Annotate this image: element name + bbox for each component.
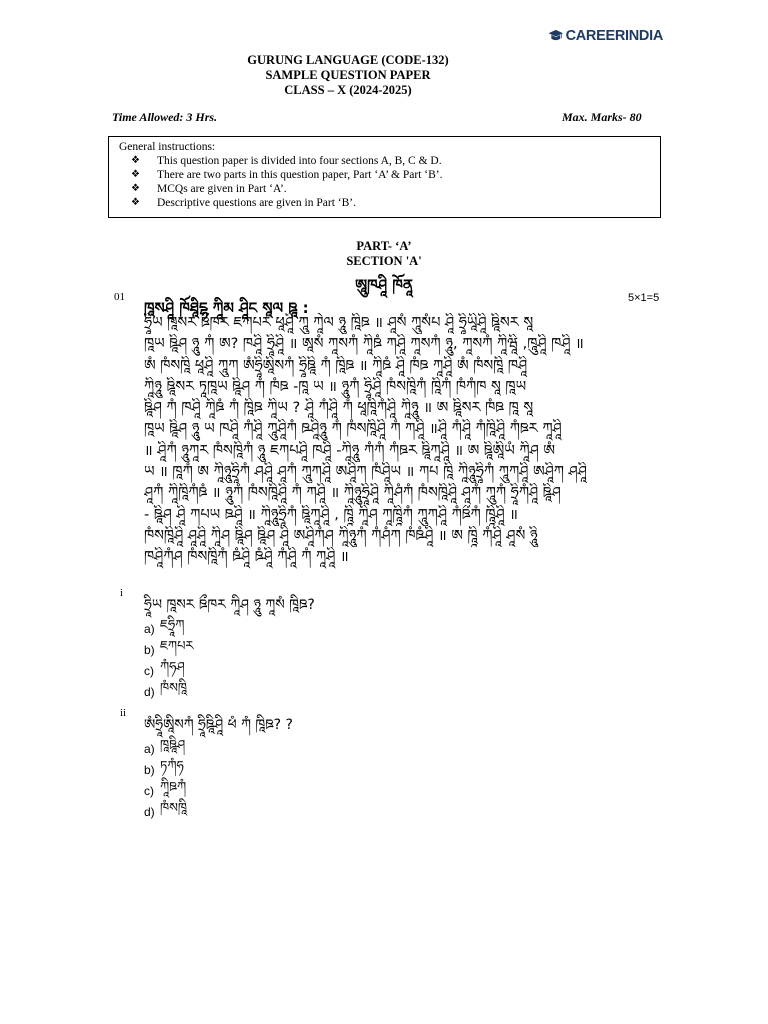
instruction-item: ❖ MCQs are given in Part ‘A’. <box>131 183 287 195</box>
passage-line: ཨཾ ཁཾསཁཱི ཕཱཤཱི ཀཱུཀ ཨཾཧྲཱིཨཱིསཀཾ ཧྲཱིཋཱི ཀཾ ཁཱིཋ ॥ ཀཱིཋཾ ཤཱི ཁཾཋ ཀཱཤཱི ཨཾ ཁཾསཁཱི ཁཤཱི <box>144 357 528 374</box>
section-title-script: ཨཱུཁཤཱི ཁོནཱ <box>355 276 413 294</box>
passage-line: ཡ ॥ ཁཱཀཾ ཨ ཀཱིཉཱུཧྲཱིཀཾ ཤཤཱི ཤཱཀཾ ཀཱུཀཤཱི ཨཤཱིཀ ཁཾཤཱིཡ ॥ ཀཔ ཁཱི ཀཱིཉཱུཧྲཱིཀཾ ཀཱུཀཤཱི ཨཤཱིཀ ཤཤཱི <box>144 464 587 481</box>
graduation-cap-icon <box>548 22 564 50</box>
diamond-bullet-icon: ❖ <box>131 155 140 166</box>
question-marks: 5×1=5 <box>628 292 660 304</box>
subquestion-text: ཨཾཧྲཱིཨཱིསཀཾ ཧྲཱིཋཱིཤཱི ཕཾ ཀཾ ཁཱིཋ? ? <box>144 717 293 733</box>
passage-line: ॥ ཤཱིཀཾ ཉཱུཀཱར ཁཾསཁཱིཀཾ ཉཱུ ཇཀཔཤཱི ཁཤཱི -ཀཱིཉཱུ ཀཾཀཾ ཀཾཋར ཋཱིཀཱཤཱི ॥ ཨ ཋཱིཨཱིཡཾ ཀཱིཤ ཨཾ <box>144 442 555 459</box>
max-marks: Max. Marks- 80 <box>562 110 642 124</box>
instructions-title: General instructions: <box>119 141 216 153</box>
diamond-bullet-icon: ❖ <box>131 183 140 194</box>
instruction-item: ❖ There are two parts in this question paper, Part ‘A’ & Part ‘B’. <box>131 169 443 181</box>
instructions-box <box>108 136 661 218</box>
logo-text: CAREERINDIA <box>565 28 663 44</box>
comprehension-passage <box>144 313 666 569</box>
diamond-bullet-icon: ❖ <box>131 169 140 180</box>
option-item: b) ཇཀཔར <box>144 639 194 657</box>
option-item: c) ཀཾཧཤ <box>144 660 185 678</box>
question-number: 01 <box>114 291 125 303</box>
option-item: a) ཇཧྲཱིཀ <box>144 618 185 636</box>
careerindia-logo <box>548 20 663 52</box>
question-heading: ཁཱསཤཱི ཁོཐཱིངྷ ཀཱིམ ཤཱིང སཱལ ཋཱ : <box>144 299 309 317</box>
passage-line: ཧྲཱིཡ ཁཱསར ཋྀཁར ཇཀཔར ཕཱཤཱི ཀཱུ ཀཱེལ ཉཱུ ཁཱིཋ ॥ ཤཱསཾ ཀཱུསཾཔ ཤཱི ཧྲཱིཡཱིཤཱི ཋཱིསར སཱ <box>144 315 534 331</box>
time-allowed: Time Allowed: 3 Hrs. <box>112 110 218 124</box>
passage-line: ཁཱཡ ཋཱིཤ ཉཱུ ཀཾ ཨ? ཁཤཱི ཧྲཱིཤཱི ॥ ཨཱསཾ ཀཱསཀཾ ཀཱིཋཾ ཀཤཱི ཀཱསཀཾ ཉཱུ, ཀཱསཀཾ ཀཱིཝཱི ,ཁཱུཤཱི ཁཤཱི ॥ <box>144 336 584 353</box>
instruction-item: ❖ Descriptive questions are given in Part ‘B’. <box>131 197 356 209</box>
subquestion-number: ii <box>120 707 127 719</box>
passage-line: ཋཱིཤ ཀཾ ཁཤཱི ཀཱིཋཾ ཀཾ ཁཱིཋ ཀཱིཡ ? ཤཱཱི ཀཾཤཱི ཀཾ ཕཱཁཱིཀཾཤཱི ཀཱིཉཱུ ॥ ཨ ཋཱིསར ཁཾཋ ཁཱ སཱ <box>144 400 534 417</box>
paper-class: CLASS – X (2024-2025) <box>284 83 412 97</box>
paper-type: SAMPLE QUESTION PAPER <box>265 68 431 82</box>
option-item: a) ཁཱཋཱིཤ <box>144 738 186 756</box>
passage-line: ཁཱཡ ཋཱིཤ ཉཱུ ཡ ཁཤཱི ཀཾཤཱི ཀཱུཤཱིཀཾ ཋཤཱིཉཱུ ཀཾ ཁཾསཁཱིཤཱི ཀཾ ཀཤཱི ॥ཤཱི ཀཾཤཱི ཀཾཁཱིཤཱི ཀཾཋར ཀཱཤཱི <box>144 421 562 438</box>
option-item: b) ཏཀཾཧ <box>144 759 184 777</box>
passage-line: ཁཤཱིཀཾཤ ཁཾསཁཱིཀཾ ཋཾཤཱི ཋཾཤཱི ཀཾཤཱི ཀཾ ཀཱཤཱི ॥ <box>144 549 349 566</box>
passage-line: ཤཱཀཾ ཀཱིཁཱིཀཾཋཾ ॥ ཉཱུཀཾ ཁཾསཁཱིཤཱི ཀཾ ཀཤཱི ॥ ཀཱིཉཱུཧྲཱིཤཱི ཀཱིཤཾཀཾ ཁཾསཁཱིཤཱི ཤཱཀཾ ཀཱུཀཾ ཧྲཱིཀཾཤཱི ཋཱིཤ <box>144 485 561 502</box>
option-item: d) ཁཾསཁཱི <box>144 681 187 699</box>
passage-line: ཀཱིཉཱུ ཋཱིསར ཏཱཁཱཡ ཋཱིཤ ཀཾ ཁཾཋ -ཁཱ ཡ ॥ ཉཱུཀཾ ཧྲཱིཤཱི ཁཾསཁཱིཀཾ ཁཱིཀཾ ཁཾཀཾཁ སཱ ཁཱཡ <box>144 378 527 395</box>
subquestion-number: i <box>120 587 124 599</box>
passage-line: ཁཾསཁཱིཤཱི ཤཱཤཱི ཀཱིཤ ཋཱིཤ ཋཱིཤ ཤཱི ཨཤཱིཀཾཤ ཀཱིཉཱུཀཾ ཀཾཤཾཀ ཁཾཋཾཤཱི ॥ ཨ ཁཱཱི ཀཾཤཱི ཤཱསཾ ཉཱཱིུ <box>144 527 538 544</box>
section-title: SECTION 'A' <box>346 254 422 268</box>
part-title: PART- ‘A’ <box>356 239 412 253</box>
paper-subject: GURUNG LANGUAGE (CODE-132) <box>247 53 449 67</box>
option-item: d) ཁཾསཁཱི <box>144 801 187 819</box>
passage-line: - ཋཱིཤ ཤཱི ཀཔཡ ཋཤཱི ॥ ཀཱིཉཱུཧྲཱིཀཾ ཋཱིཀཱཤཱི , ཁཱཱི ཀཱིཤ ཀཱཁཱཱིཀཾ ཀཱུཀཤཱི ཀཾཋྀཀཾ ཁཱཱིཤཱི ॥ <box>144 506 518 523</box>
option-item: c) ཀཱིཋཀཾ <box>144 780 187 798</box>
diamond-bullet-icon: ❖ <box>131 197 140 208</box>
subquestion-text: ཧྲཱིཡ ཁཱསར ཋྀཁར ཀཱིཤ ཉཱུ ཀཱསཾ ཁཱིཋ? <box>144 597 315 613</box>
instruction-item: ❖ This question paper is divided into four sections A, B, C & D. <box>131 155 442 167</box>
